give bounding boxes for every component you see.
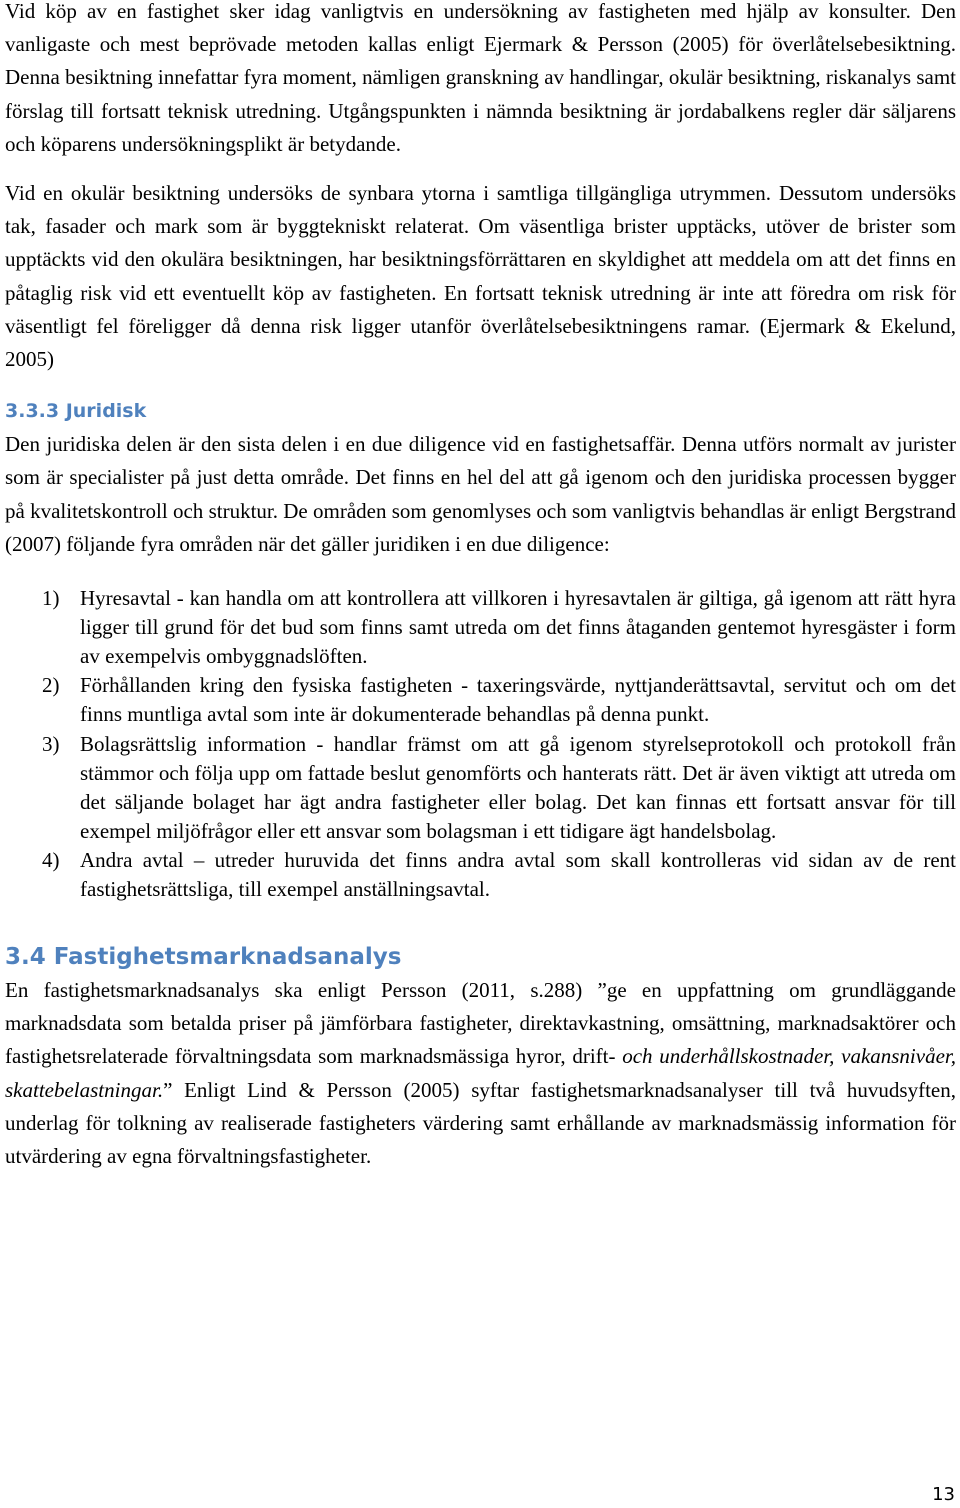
paragraph-overlatelsebesiktning: Vid köp av en fastighet sker idag vanligtvis en undersökning av fastigheten med hjälp av konsulter. Den vanligaste och mest beprövade metoden kallas enligt Ejermark & Persson (2005) för överlåtelsebesiktning. Denna besiktning innefattar fyra moment, nämligen granskning av handlingar, okulär besiktning, riskanalys samt förslag till fortsatt teknisk utredning. Utgångspunkten i nämnda besiktning är jordabalkens regler där säljarens och köparens undersökningsplikt är betydande. [5, 0, 956, 156]
list-item-number: 4) [42, 847, 60, 872]
list-item-text: Förhållanden kring den fysiska fastigheten - taxeringsvärde, nyttjanderättsavtal, servitut och om det finns muntliga avtal som inte är dokumenterade behandlas på denna punkt. [80, 673, 956, 727]
paragraph-fastighetsmarknadsanalys [5, 974, 956, 1173]
document-page [5, 0, 956, 1173]
paragraph-italic-quote: och underhållskostnader, vakansnivåer, skattebelastningar. [5, 1044, 957, 1102]
list-item [5, 671, 956, 729]
list-item-number: 1) [42, 586, 60, 611]
paragraph-rest-text: Enligt Lind & Persson (2005) syftar fastighetsmarknadsanalyser till två huvudsyften, underlag för tolkning av realiserade fastigheters värdering samt erhållande av marknadsmässig information för utvärdering av egna förvaltningsfastigheter. [5, 1077, 956, 1169]
paragraph-okular-besiktning: Vid en okulär besiktning undersöks de synbara ytorna i samtliga tillgängliga utrymmen. Dessutom undersöks tak, fasader och mark som är byggtekniskt relaterat. Om väsentliga brister upptäcks, utöver de brister som upptäckts vid den okulära besiktningen, har besiktningsförrättaren en skyldighet att meddela om att det finns en påtaglig risk vid ett eventuellt köp av fastigheten. En fortsatt teknisk utredning är inte att föredra om risk för väsentligt fel föreligger då denna risk ligger utanför överlåtelsebesiktningens ramar. (Ejermark & Ekelund, 2005) [5, 181, 956, 372]
paragraph-lead-text: En fastighetsmarknadsanalys ska enligt Persson (2011, s.288) ”ge en uppfattning om grundläggande marknadsdata som betalda priser på jämförbara fastigheter, direktavkastning, omsättning, marknadsaktörer och fastighetsrelaterade förvaltningsdata som marknadsmässiga hyror, drift- [5, 978, 956, 1069]
list-item-number: 3) [42, 731, 60, 756]
list-item [5, 730, 956, 846]
list-item-text: Bolagsrättslig information - handlar främst om att gå igenom styrelseprotokoll och protokoll från stämmor och följa upp om fattade beslut genomförts och hanterats rätt. Det är även viktigt att utreda om det säljande bolaget har ägt andra fastigheter eller bolag. Det kan finnas ett fortsatt ansvar för till exempel miljöfrågor eller ett ansvar som bolagsman i ett tidigare ägt handelsbolag. [80, 731, 956, 843]
juridisk-areas-list [5, 584, 956, 904]
list-item-text: Andra avtal – utreder huruvida det finns andra avtal som skall kontrolleras vid sidan av de rent fastighetsrättsliga, till exempel anställningsavtal. [80, 847, 956, 901]
heading-juridisk: 3.3.3 Juridisk [5, 400, 147, 423]
list-item-text: Hyresavtal - kan handla om att kontrollera att villkoren i hyresavtalen är giltiga, gå igenom att rätt hyra ligger till grund för det bud som finns samt utreda om det finns åtaganden gentemot hyresgäster i form av exempelvis ombyggnadslöften. [80, 586, 956, 669]
list-item-number: 2) [42, 673, 60, 698]
list-item [5, 584, 956, 671]
paragraph-juridisk-intro: Den juridiska delen är den sista delen i en due diligence vid en fastighetsaffär. Denna utförs normalt av jurister som är specialister på just detta område. Det finns en hel del att gå igenom och den juridiska processen bygger på kvalitetskontroll och struktur. De områden som genomlyses och som vanligtvis behandlas är enligt Bergstrand (2007) följande fyra områden när det gäller juridiken i en due diligence: [5, 432, 956, 556]
heading-fastighetsmarknadsanalys: 3.4 Fastighetsmarknadsanalys [5, 944, 402, 971]
page-number: 13 [932, 1484, 955, 1505]
list-item [5, 846, 956, 904]
closing-quote-mark: ” [163, 1077, 173, 1102]
